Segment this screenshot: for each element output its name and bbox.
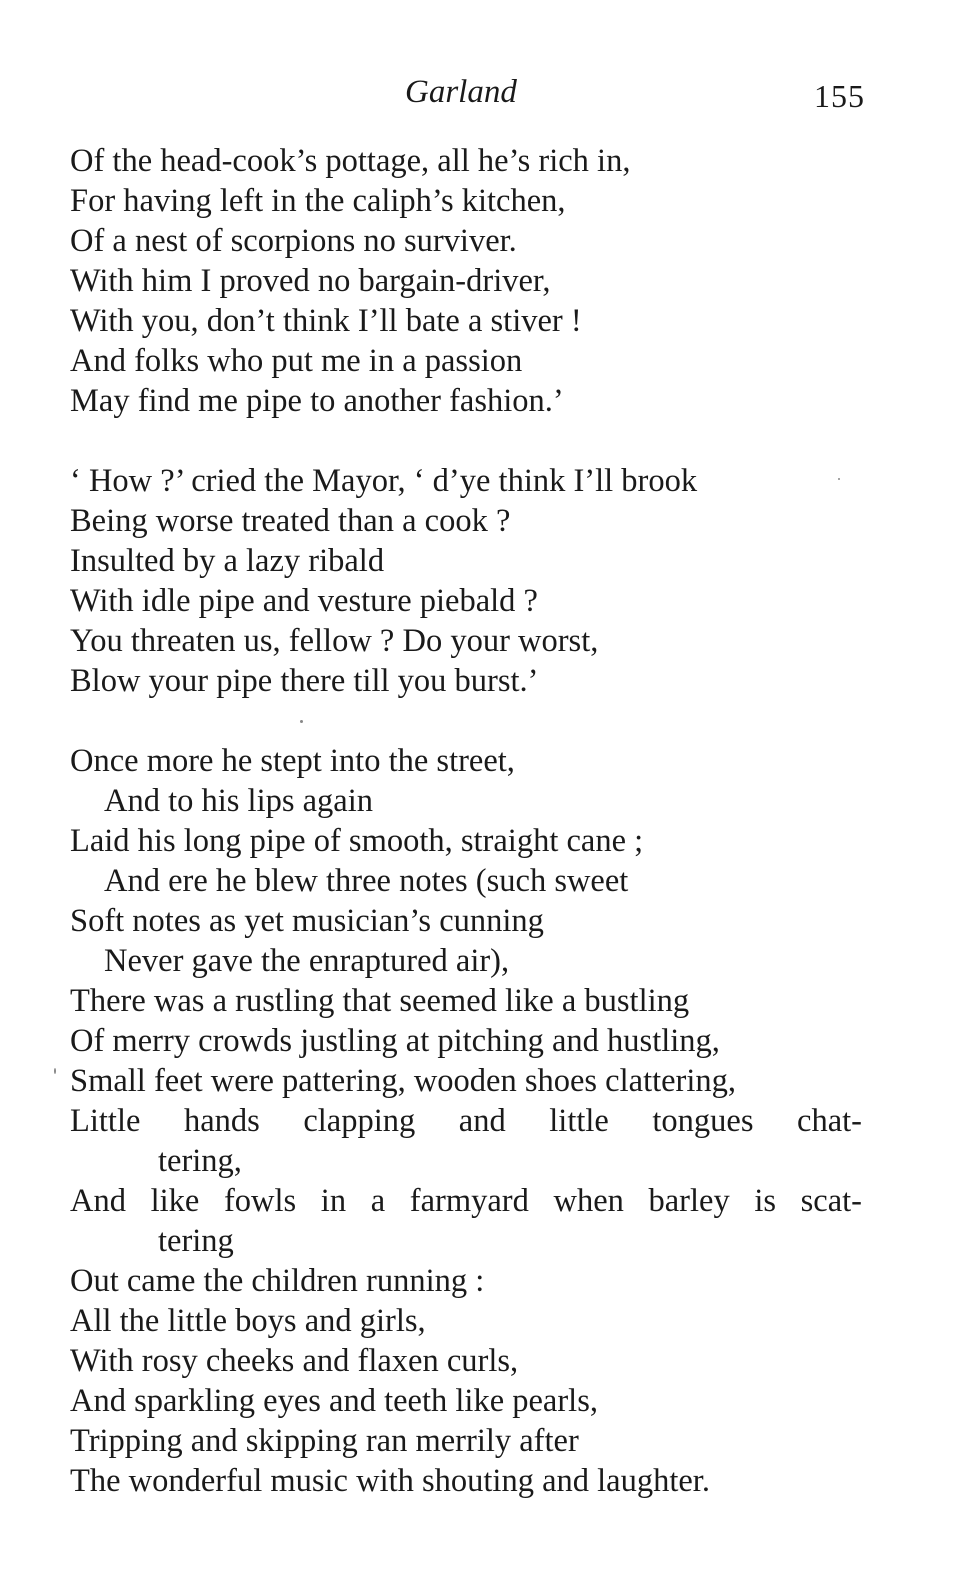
verse-line: Of a nest of scorpions no surviver. (70, 223, 517, 259)
stanza-break (70, 421, 870, 461)
paper-speck (838, 478, 840, 480)
verse-line: And folks who put me in a passion (70, 343, 523, 379)
verse-line-continuation: tering, (158, 1143, 242, 1179)
verse-line: Being worse treated than a cook ? (70, 503, 511, 539)
verse-line: Blow your pipe there till you burst.’ (70, 663, 539, 699)
verse-line-justified: Little hands clapping and little tongues chat- (70, 1103, 862, 1139)
verse-line: All the little boys and girls, (70, 1303, 426, 1339)
verse-line-indented: Never gave the enraptured air), (104, 943, 510, 979)
verse-line: Of the head-cook’s pottage, all he’s rich in, (70, 143, 631, 179)
verse-line: With him I proved no bargain-driver, (70, 263, 551, 299)
stanza-1 (70, 141, 870, 421)
page-number: 155 (814, 78, 865, 114)
running-head (0, 70, 972, 114)
verse-line: The wonderful music with shouting and laughter. (70, 1463, 710, 1499)
verse-line: With rosy cheeks and flaxen curls, (70, 1343, 519, 1379)
verse-line: With you, don’t think I’ll bate a stiver ! (70, 303, 582, 339)
verse-line-indented: And to his lips again (104, 783, 374, 819)
verse-line: Soft notes as yet musician’s cunning (70, 903, 544, 939)
verse-line: ‘ How ?’ cried the Mayor, ‘ d’ye think I’ll brook (70, 463, 698, 499)
poem-text (70, 141, 870, 1501)
verse-line: For having left in the caliph’s kitchen, (70, 183, 566, 219)
verse-line-continuation: tering (158, 1223, 234, 1259)
verse-line-indented: And ere he blew three notes (such sweet (104, 863, 629, 899)
paper-speck (54, 1068, 56, 1074)
verse-line: Once more he stept into the street, (70, 743, 515, 779)
stanza-3 (70, 741, 870, 1501)
verse-line: There was a rustling that seemed like a bustling (70, 983, 690, 1019)
verse-line: Insulted by a lazy ribald (70, 543, 385, 579)
stanza-break (70, 701, 870, 741)
paper-speck (300, 720, 303, 723)
stanza-2 (70, 461, 870, 701)
verse-line-justified: And like fowls in a farmyard when barley is scat- (70, 1183, 862, 1219)
verse-line: May find me pipe to another fashion.’ (70, 383, 564, 419)
verse-line: And sparkling eyes and teeth like pearls, (70, 1383, 598, 1419)
verse-line: Small feet were pattering, wooden shoes clattering, (70, 1063, 737, 1099)
verse-line: Tripping and skipping ran merrily after (70, 1423, 579, 1459)
verse-line: Out came the children running : (70, 1263, 485, 1299)
verse-line: Laid his long pipe of smooth, straight cane ; (70, 823, 644, 859)
verse-line: With idle pipe and vesture piebald ? (70, 583, 538, 619)
running-head-title: Garland (405, 74, 517, 110)
verse-line: Of merry crowds justling at pitching and hustling, (70, 1023, 720, 1059)
verse-line: You threaten us, fellow ? Do your worst, (70, 623, 599, 659)
